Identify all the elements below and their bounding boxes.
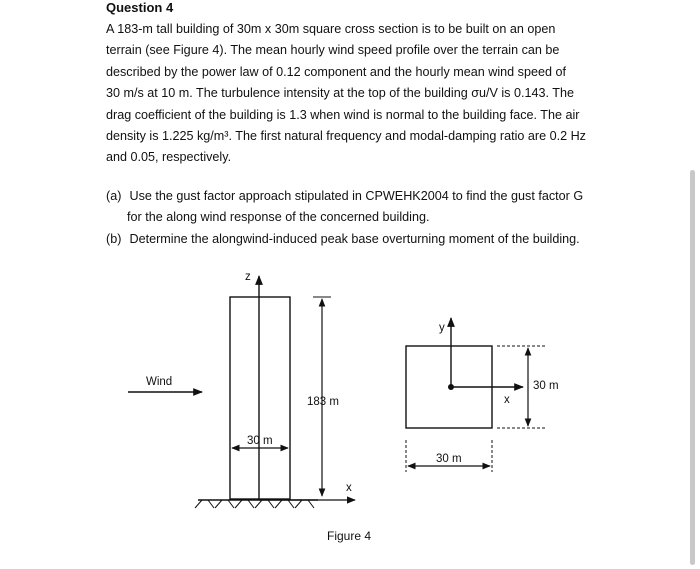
plan-y-label: y: [439, 322, 445, 334]
plan-width-label: 30 m: [436, 453, 462, 465]
height-label: 183 m: [307, 396, 339, 408]
paragraph-line: terrain (see Figure 4). The mean hourly wind speed profile over the terrain can be: [106, 43, 560, 58]
figure-caption: Figure 4: [327, 529, 372, 543]
ground-hatching: [195, 500, 314, 508]
x-axis-label: x: [346, 482, 352, 494]
part-b-text: Determine the alongwind-induced peak base overturning moment of the building.: [129, 232, 580, 246]
part-a-text: Use the gust factor approach stipulated in CPWEHK2004 to find the gust factor G: [129, 189, 584, 203]
paragraph-line: density is 1.225 kg/m³. The first natural frequency and modal-damping ratio are 0.2 Hz: [106, 129, 586, 144]
paragraph-line: described by the power law of 0.12 component and the hourly mean wind speed of: [106, 64, 566, 79]
paragraph-line: A 183-m tall building of 30m x 30m square cross section is to be built on an open: [106, 22, 556, 36]
question-title: Question 4: [106, 0, 174, 15]
plan-depth-label: 30 m: [533, 380, 559, 392]
building-elevation: [230, 297, 290, 499]
part-b-label: (b): [106, 232, 122, 246]
plan-origin: [448, 384, 454, 390]
wind-label: Wind: [146, 376, 173, 388]
scrollbar[interactable]: [690, 170, 695, 565]
z-axis-label: z: [245, 271, 251, 283]
part-a-label: (a): [106, 189, 122, 203]
paragraph-line: 30 m/s at 10 m. The turbulence intensity at the top of the building σu/V is 0.143. The: [106, 86, 574, 101]
width-label: 30 m: [247, 435, 273, 447]
part-a-text-cont: for the along wind response of the concerned building.: [127, 210, 430, 224]
paragraph-line: and 0.05, respectively.: [106, 150, 232, 165]
paragraph-line: drag coefficient of the building is 1.3 when wind is normal to the building face. The air: [106, 107, 580, 122]
plan-x-label: x: [504, 394, 510, 406]
